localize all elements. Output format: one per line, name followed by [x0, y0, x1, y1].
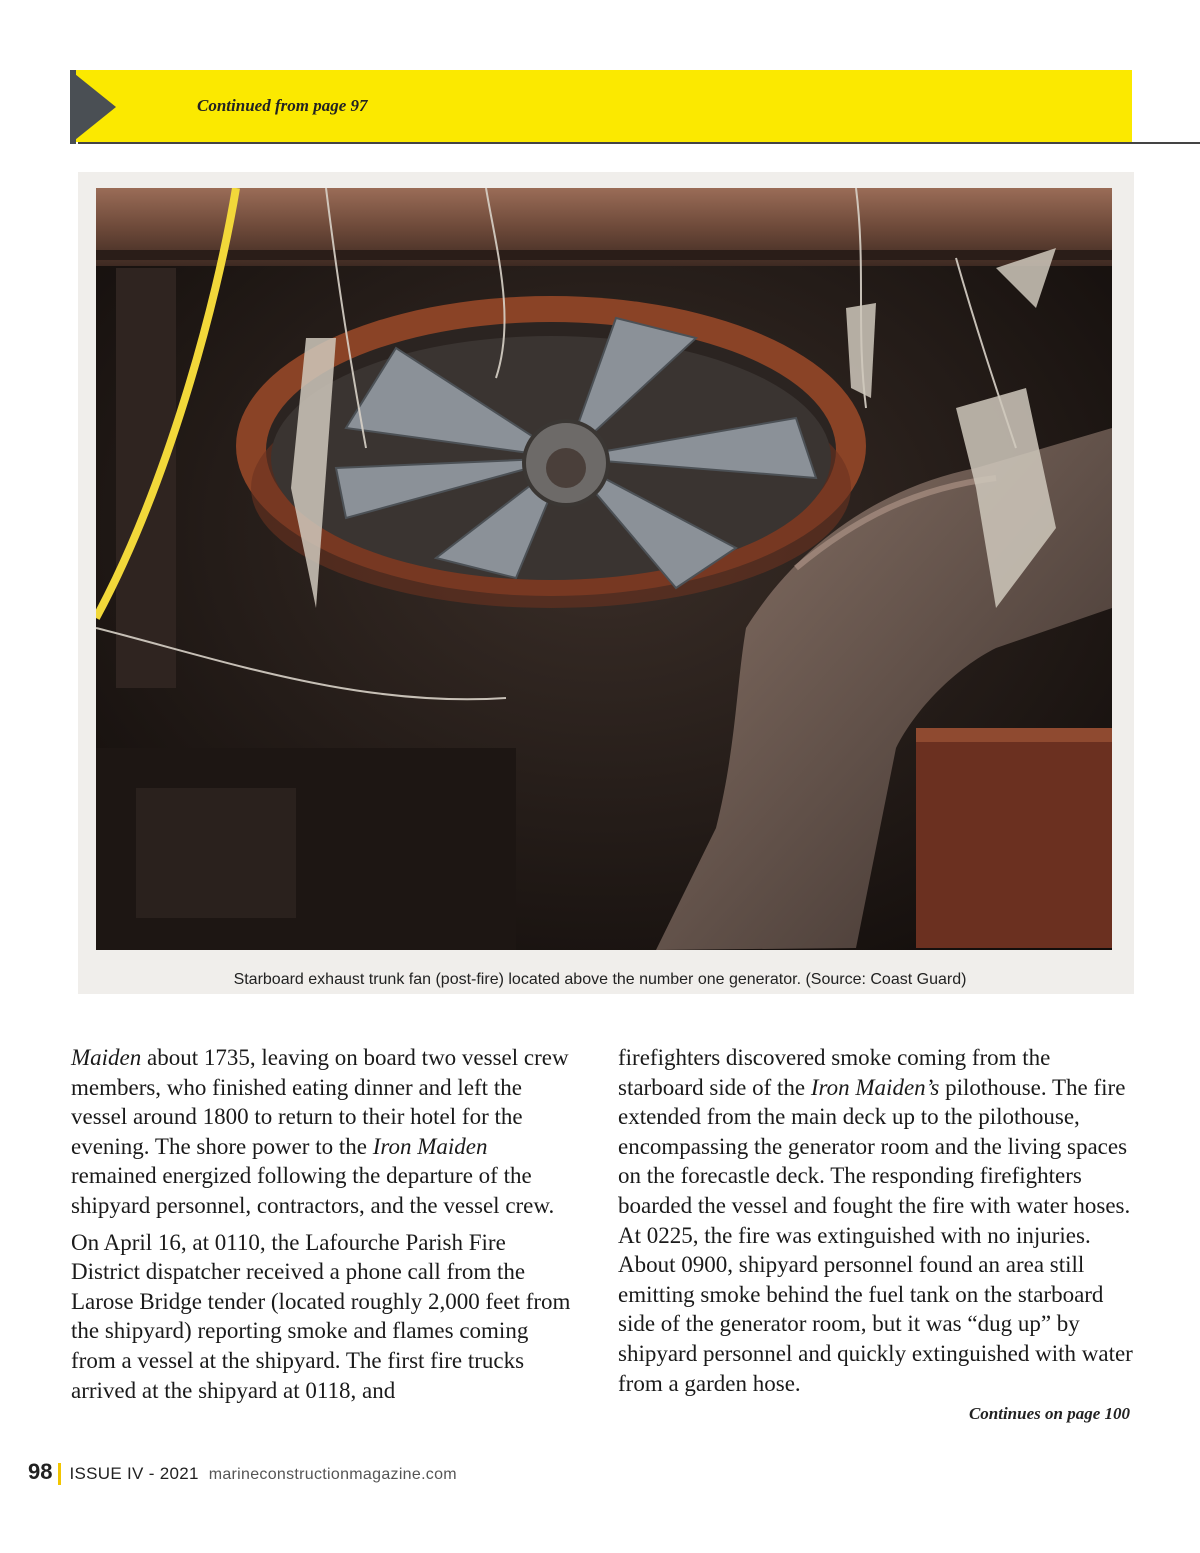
- page-number: 98: [28, 1459, 53, 1484]
- paragraph-text: remained energized following the departure of the shipyard personnel, contractors, and the vessel crew.: [71, 1163, 555, 1218]
- vessel-name: Iron Maiden: [372, 1133, 488, 1159]
- continues-on-label: Continues on page 100: [968, 1404, 1130, 1423]
- paragraph-text: about 1735, leaving on board two vessel crew members, who finished eating dinner and left the vessel around 1800 to return to their hotel for the evening. The shore power to the: [71, 1045, 569, 1159]
- paragraph: On April 16, at 0110, the Lafourche Parish Fire District dispatcher received a phone call from the Larose Bridge tender (located roughly 2,000 feet from the shipyard) reporting smoke and flames coming from a vessel at the shipyard. The first fire trucks arrived at the shipyard at 0118, and: [71, 1229, 571, 1403]
- fire-damaged-fan-photo: [96, 188, 1112, 950]
- article-column-left: [71, 1043, 571, 1412]
- banner-arrow-icon: [70, 70, 116, 144]
- paragraph-text: pilothouse. The fire extended from the main deck up to the pilothouse, encompassing the generator room and the living spaces on the forecastle deck. The responding firefighters boarded the vessel and fought the fire with water hoses. At 0225, the fire was extinguished with no injuries. About 0900, shipyard personnel found an area still emitting smoke behind the fuel tank on the starboard side of the generator room, but it was “dug up” by shipyard personnel and quickly extinguished with water from a garden hose.: [618, 1074, 1133, 1396]
- paragraph: [618, 1043, 1138, 1398]
- issue-label: ISSUE IV - 2021: [69, 1464, 199, 1483]
- article-column-right: [618, 1043, 1138, 1405]
- page-footer: [28, 1459, 457, 1489]
- website-link[interactable]: marineconstructionmagazine.com: [208, 1466, 457, 1483]
- figure-caption: Starboard exhaust trunk fan (post-fire) located above the number one generator. (Source: Coast Guard): [233, 971, 967, 988]
- vessel-name: Iron Maiden’s: [810, 1074, 940, 1100]
- paragraph-text: firefighters discovered smoke coming from the starboard side of the: [618, 1045, 1051, 1100]
- footer-divider: [58, 1463, 61, 1485]
- banner-rule: [78, 142, 1200, 144]
- continued-from-label: Continued from page 97: [197, 96, 368, 115]
- vessel-name: Maiden: [71, 1045, 142, 1070]
- paragraph: [71, 1043, 571, 1221]
